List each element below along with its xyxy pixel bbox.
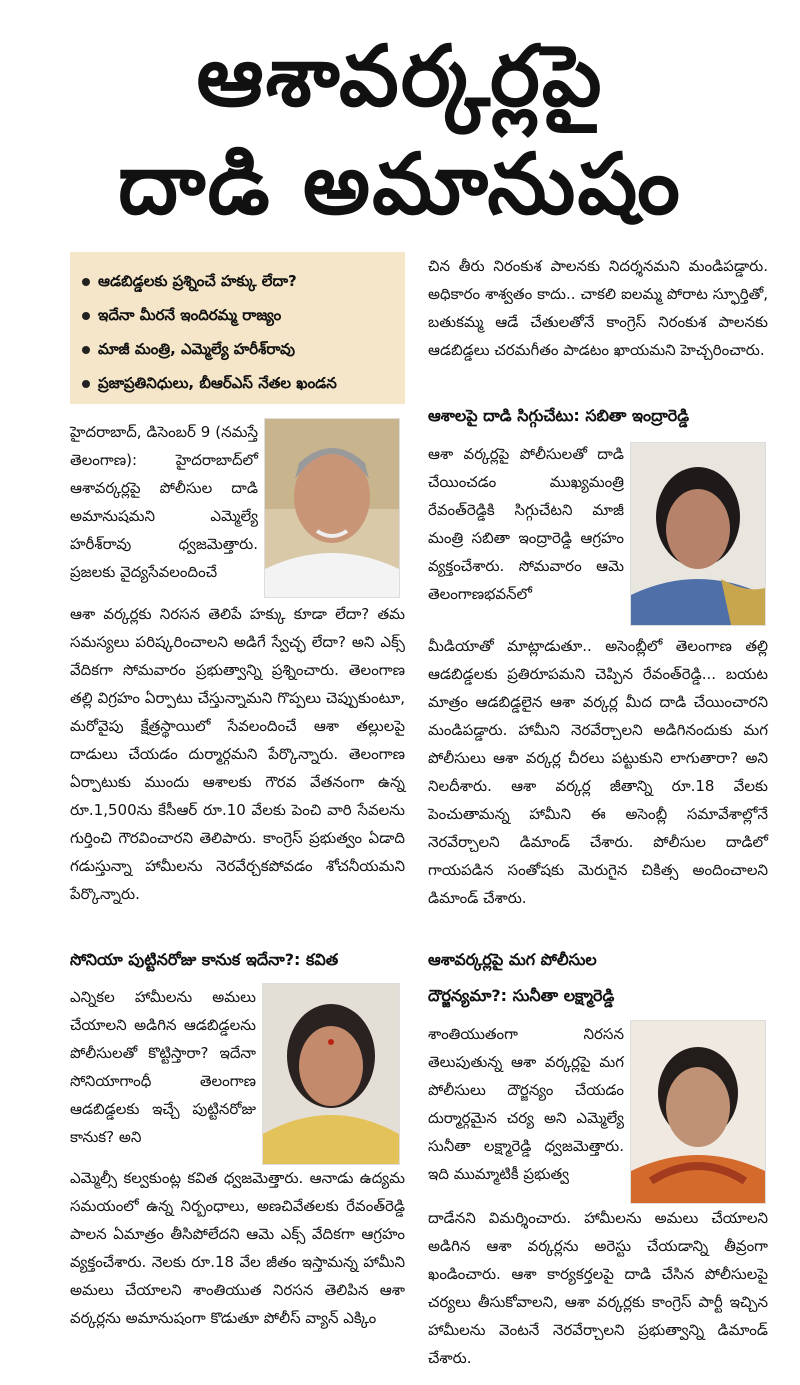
bullet-dot-icon [82,346,90,354]
sabitha-body: మీడియాతో మాట్లాడుతూ.. అసెంబ్లీలో తెలంగాణ తల్లి ఆడబిడ్డలకు ప్రతిరూపమని చెప్పిన రేవంత్‌రెడ్డి... బయట మాత్రం ఆడబిడ్డలైన ఆశా వర్కర్ల మీద దాడి చేయించారని మండిపడ్డారు. హామీని నెరవేర్చాలని అడిగినందుకు మగ పోలీసులు ఆశా వర్కర్ల చీరలు పట్టుకుని లాగుతారా? అని నిలదీశారు. ఆశా వర్కర్ల జీతాన్ని రూ.18 వేలకు పెంచుతామన్న హామీని ఈ అసెంబ్లీ సమావేశాల్లోనే నెరవేర్చాలని డిమాండ్ చేశారు. పోలీసుల దాడిలో గాయపడిన సంతోషకు మెరుగైన చికిత్స అందించాలని డిమాండ్ చేశారు. [428,637,768,907]
sunitha-heading-line-2: దౌర్జన్యమా?: సునీతా లక్ష్మారెడ్డి [428,986,615,1005]
highlight-item: ఆడబిడ్డలకు ప్రశ్నించే హక్కు లేదా? [82,264,395,298]
bullet-dot-icon [82,312,90,320]
portrait-woman-icon [631,1021,765,1203]
sunitha-photo [630,1020,766,1204]
continuation-text: చిన తీరు నిరంకుశ పాలనకు నిదర్శనమని మండిపడ్డారు. అధికారం శాశ్వతం కాదు.. చాకలి ఐలమ్మ పోరాట స్ఫూర్తితో, బతుకమ్మ ఆడే చేతులతోనే కాంగ్రెస్ నిరంకుశ పాలనకు ఆడబిడ్డలు చరమగీతం పాడటం ఖాయమని హెచ్చరించారు. [428,257,768,359]
highlight-item: మాజీ మంత్రి, ఎమ్మెల్యే హరీశ్‌రావు [82,332,395,366]
kavitha-body: ఎమ్మెల్సీ కల్వకుంట్ల కవిత ధ్వజమెత్తారు. ఆనాడు ఉద్యమ సమయంలో ఉన్న నిర్బంధాలు, అణచివేతలకు రేవంత్‌రెడ్డి పాలన ఏమాత్రం తీసిపోలేదని ఆమె ఎక్స్ వేదికగా ఆగ్రహం వ్యక్తంచేశారు. నెలకు రూ.18 వేల జీతం ఇస్తామన్న హామీని అమలు చేయాలని శాంతియుత నిరసన తెలిపిన ఆశా వర్కర్లను అమానుషంగా కొడుతూ పోలీస్ వ్యాన్ ఎక్కిం [70,1169,405,1327]
article-main-lead: హైదరాబాద్, డిసెంబర్ 9 (నమస్తే తెలంగాణ): హైదరాబాద్‌లో ఆశావర్కర్లపై పోలీసుల దాడి అమానుషమని ఎమ్మెల్యే హరీశ్‌రావు ధ్వజమెత్తారు. ప్రజలకు వైద్యసేవలందించే [70,423,258,581]
sabitha-photo [630,442,766,626]
kavitha-lead: ఎన్నికల హామీలను అమలు చేయాలని అడిగిన ఆడబిడ్డలను పోలీసులతో కొట్టిస్తారా? ఇదేనా సోనియాగాంధీ తెలంగాణ ఆడబిడ్డలకు ఇచ్చే పుట్టినరోజు కానుక? అని [70,988,256,1146]
sabitha-heading: ఆశాలపై దాడి సిగ్గుచేటు: సబితా ఇంద్రారెడ్డి [428,406,690,425]
portrait-man-icon [265,419,399,597]
bullet-dot-icon [82,380,90,388]
highlights-box [70,252,405,404]
headline-line-1: ఆశావర్కర్లపై [196,27,604,125]
bullet-dot-icon [82,278,90,286]
harish-rao-photo [264,418,400,598]
sunitha-lead: శాంతియుతంగా నిరసన తెలుపుతున్న ఆశా వర్కర్లపై మగ పోలీసులు దౌర్జన్యం చేయడం దుర్మార్గమైన చర్య అని ఎమ్మెల్యే సునీతా లక్ష్మారెడ్డి ధ్వజమెత్తారు. ఇది ముమ్మాటికీ ప్రభుత్వ [428,1025,624,1183]
sunitha-heading-line-1: ఆశావర్కర్లపై మగ పోలీసుల [428,950,597,969]
highlight-item: ప్రజాప్రతినిధులు, బీఆర్‌ఎస్ నేతల ఖండన [82,366,395,400]
sabitha-lead: ఆశా వర్కర్లపై పోలీసులతో దాడి చేయించడం ముఖ్యమంత్రి రేవంత్‌రెడ్డికి సిగ్గుచేటని మాజీ మంత్రి సబితా ఇంద్రారెడ్డి ఆగ్రహం వ్యక్తంచేశారు. సోమవారం ఆమె తెలంగాణభవన్‌లో [428,445,624,603]
article-main-body: ఆశా వర్కర్లకు నిరసన తెలిపే హక్కు కూడా లేదా? తమ సమస్యలు పరిష్కరించాలని అడిగే స్వేచ్ఛ లేదా? అని ఎక్స్ వేదికగా సోమవారం ప్రభుత్వాన్ని ప్రశ్నించారు. తెలంగాణ తల్లి విగ్రహం ఏర్పాటు చేస్తున్నామని గొప్పలు చెప్పుకుంటూ, మరోవైపు క్షేత్రస్థాయిలో సేవలందించే ఆశా తల్లులపై దాడులు చేయడం దుర్మార్గమని పేర్కొన్నారు. తెలంగాణ ఏర్పాటుకు ముందు ఆశాలకు గౌరవ వేతనంగా ఉన్న రూ.1,500ను కేసీఆర్ రూ.10 వేలకు పెంచి వారి సేవలను గుర్తించి గౌరవించారని తెలిపారు. కాంగ్రెస్ ప్రభుత్వం ఏడాది గడుస్తున్నా హామీలను నెరవేర్చకపోవడం శోచనీయమని పేర్కొన్నారు. [70,605,405,903]
sunitha-body: దాడేనని విమర్శించారు. హామీలను అమలు చేయాలని అడిగిన ఆశా వర్కర్లను అరెస్టు చేయడాన్ని తీవ్రంగా ఖండించారు. ఆశా కార్యకర్తలపై దాడి చేసిన పోలీసులపై చర్యలు తీసుకోవాలని, ఆశా వర్కర్లకు కాంగ్రెస్ పార్టీ ఇచ్చిన హామీలను వెంటనే నెరవేర్చాలని ప్రభుత్వాన్ని డిమాండ్ చేశారు. [428,1209,768,1367]
headline-line-2: దాడి అమానుషం [118,135,682,233]
portrait-woman-icon [263,984,399,1164]
kavitha-heading: సోనియా పుట్టినరోజు కానుక ఇదేనా?: కవిత [70,950,339,969]
kavitha-photo [262,983,400,1165]
highlight-item: ఇదేనా మీరనే ఇందిరమ్మ రాజ్యం [82,298,395,332]
portrait-woman-icon [631,443,765,625]
